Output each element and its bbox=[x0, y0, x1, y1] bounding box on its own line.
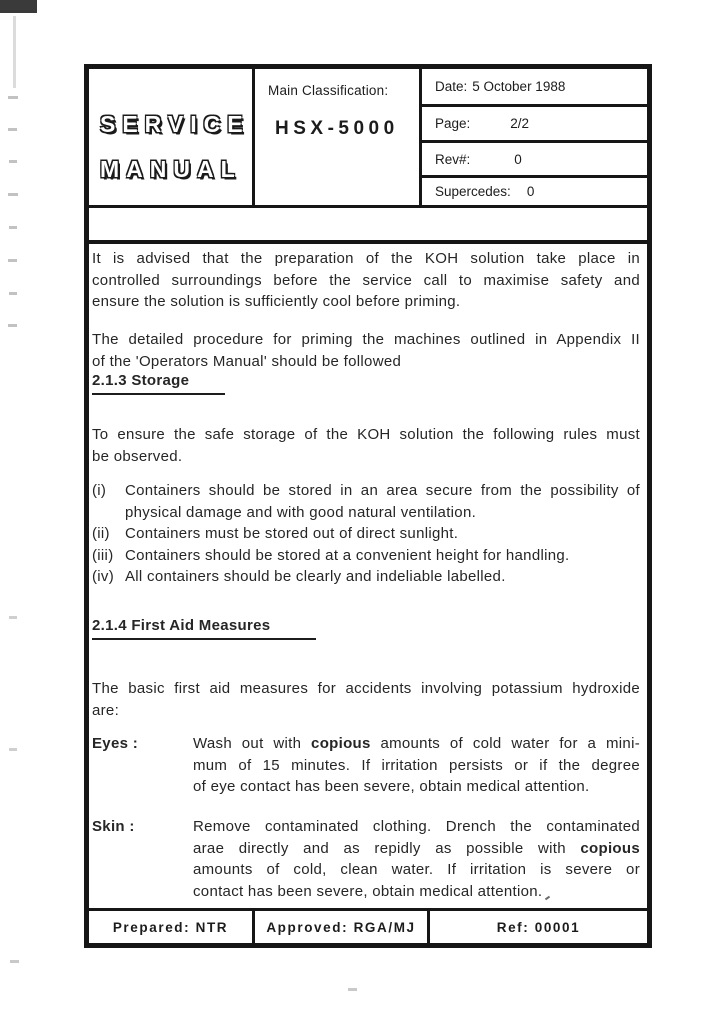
first-aid-eyes bbox=[92, 733, 640, 798]
storage-rule-2: (ii) Containers must be stored out of direct sunlight. bbox=[92, 523, 640, 545]
footer-table bbox=[89, 908, 647, 943]
meta-value-supercedes: 0 bbox=[526, 184, 535, 199]
meta-value-page: 2/2 bbox=[510, 116, 530, 131]
rule-number: (i) bbox=[92, 482, 107, 499]
section-heading-first-aid: 2.1.4 First Aid Measures bbox=[92, 615, 316, 640]
header-table bbox=[89, 69, 647, 208]
scan-artifact-tick bbox=[348, 988, 357, 991]
scan-artifact-tick bbox=[9, 292, 17, 295]
scan-artifact-tick bbox=[9, 160, 17, 163]
storage-rules-list bbox=[92, 480, 640, 588]
title-line-service: SERVICE bbox=[100, 111, 250, 137]
classification-label: Main Classification: bbox=[268, 83, 389, 98]
section-heading-storage: 2.1.3 Storage bbox=[92, 370, 225, 395]
scan-artifact-tick bbox=[8, 259, 17, 262]
scan-artifact-tick bbox=[9, 226, 17, 229]
model-number: HSX-5000 bbox=[275, 118, 399, 139]
first-aid-eyes-label: Eyes : bbox=[92, 735, 138, 752]
paragraph-priming-procedure: The detailed procedure for priming the machines outlined in Appendix II of the 'Operators Manual' should be followed bbox=[92, 331, 640, 370]
meta-label-page: Page: bbox=[435, 116, 471, 131]
first-aid-skin-text: Remove contaminated clothing. Drench the contaminated arae directly and as repidly as possible with copious amounts of cold, clean water. If irritation is severe or contact has been severe, obtain medical attention. bbox=[193, 818, 640, 900]
storage-rule-1: (i) Containers should be stored in an area secure from the possibility of physical damage and with good natural ventilation. bbox=[92, 480, 640, 523]
paragraph-koh-preparation: It is advised that the preparation of the KOH solution take place in controlled surroundings before the service call to maximise safety and ensure the solution is sufficiently cool before priming. bbox=[92, 250, 640, 310]
classification-cell bbox=[255, 69, 422, 205]
meta-row-page bbox=[422, 107, 647, 143]
scan-artifact-tick bbox=[9, 748, 17, 751]
paragraph-storage-intro: To ensure the safe storage of the KOH solution the following rules must be observed. bbox=[92, 426, 640, 465]
meta-label-supercedes: Supercedes: bbox=[435, 184, 511, 199]
rule-number: (ii) bbox=[92, 525, 110, 542]
scan-artifact-tick bbox=[8, 193, 18, 196]
storage-rule-3: (iii) Containers should be stored at a convenient height for handling. bbox=[92, 545, 640, 567]
document-body bbox=[89, 244, 647, 908]
title-line-manual: MANUAL bbox=[100, 156, 242, 182]
meta-row-rev bbox=[422, 143, 647, 178]
footer-prepared: Prepared: NTR bbox=[89, 911, 255, 943]
meta-table bbox=[422, 69, 647, 205]
meta-label-rev: Rev#: bbox=[435, 151, 471, 167]
scan-artifact-edge-streak bbox=[13, 16, 16, 88]
footer-approved: Approved: RGA/MJ bbox=[255, 911, 430, 943]
service-manual-title-cell bbox=[89, 69, 255, 205]
meta-label-date: Date: bbox=[435, 79, 468, 94]
scan-artifact-tick bbox=[9, 616, 17, 619]
scan-artifact-corner-mark bbox=[0, 0, 37, 13]
first-aid-eyes-text: Wash out with copious amounts of cold water for a mini- mum of 15 minutes. If irritation persists or if the degree of eye contact has been severe, obtain medical attention. bbox=[193, 735, 640, 795]
meta-row-date bbox=[422, 69, 647, 107]
scan-artifact-tick bbox=[8, 324, 17, 327]
scan-artifact-tick bbox=[8, 128, 17, 131]
meta-row-supercedes bbox=[422, 178, 647, 205]
spacer-row bbox=[89, 208, 647, 244]
document-frame bbox=[84, 64, 652, 948]
footer-ref: Ref: 00001 bbox=[496, 919, 581, 935]
rule-number: (iv) bbox=[92, 568, 115, 585]
first-aid-skin bbox=[92, 816, 640, 902]
scan-artifact-tick bbox=[8, 96, 18, 99]
meta-value-rev: 0 bbox=[514, 151, 522, 167]
storage-rule-4: (iv) All containers should be clearly and indeliable labelled. bbox=[92, 566, 640, 588]
first-aid-skin-label: Skin : bbox=[92, 818, 135, 835]
paragraph-first-aid-intro: The basic first aid measures for accidents involving potassium hydroxide are: bbox=[92, 680, 640, 719]
rule-number: (iii) bbox=[92, 546, 114, 564]
meta-value-date: 5 October 1988 bbox=[472, 79, 566, 94]
scan-artifact-tick bbox=[10, 960, 19, 963]
